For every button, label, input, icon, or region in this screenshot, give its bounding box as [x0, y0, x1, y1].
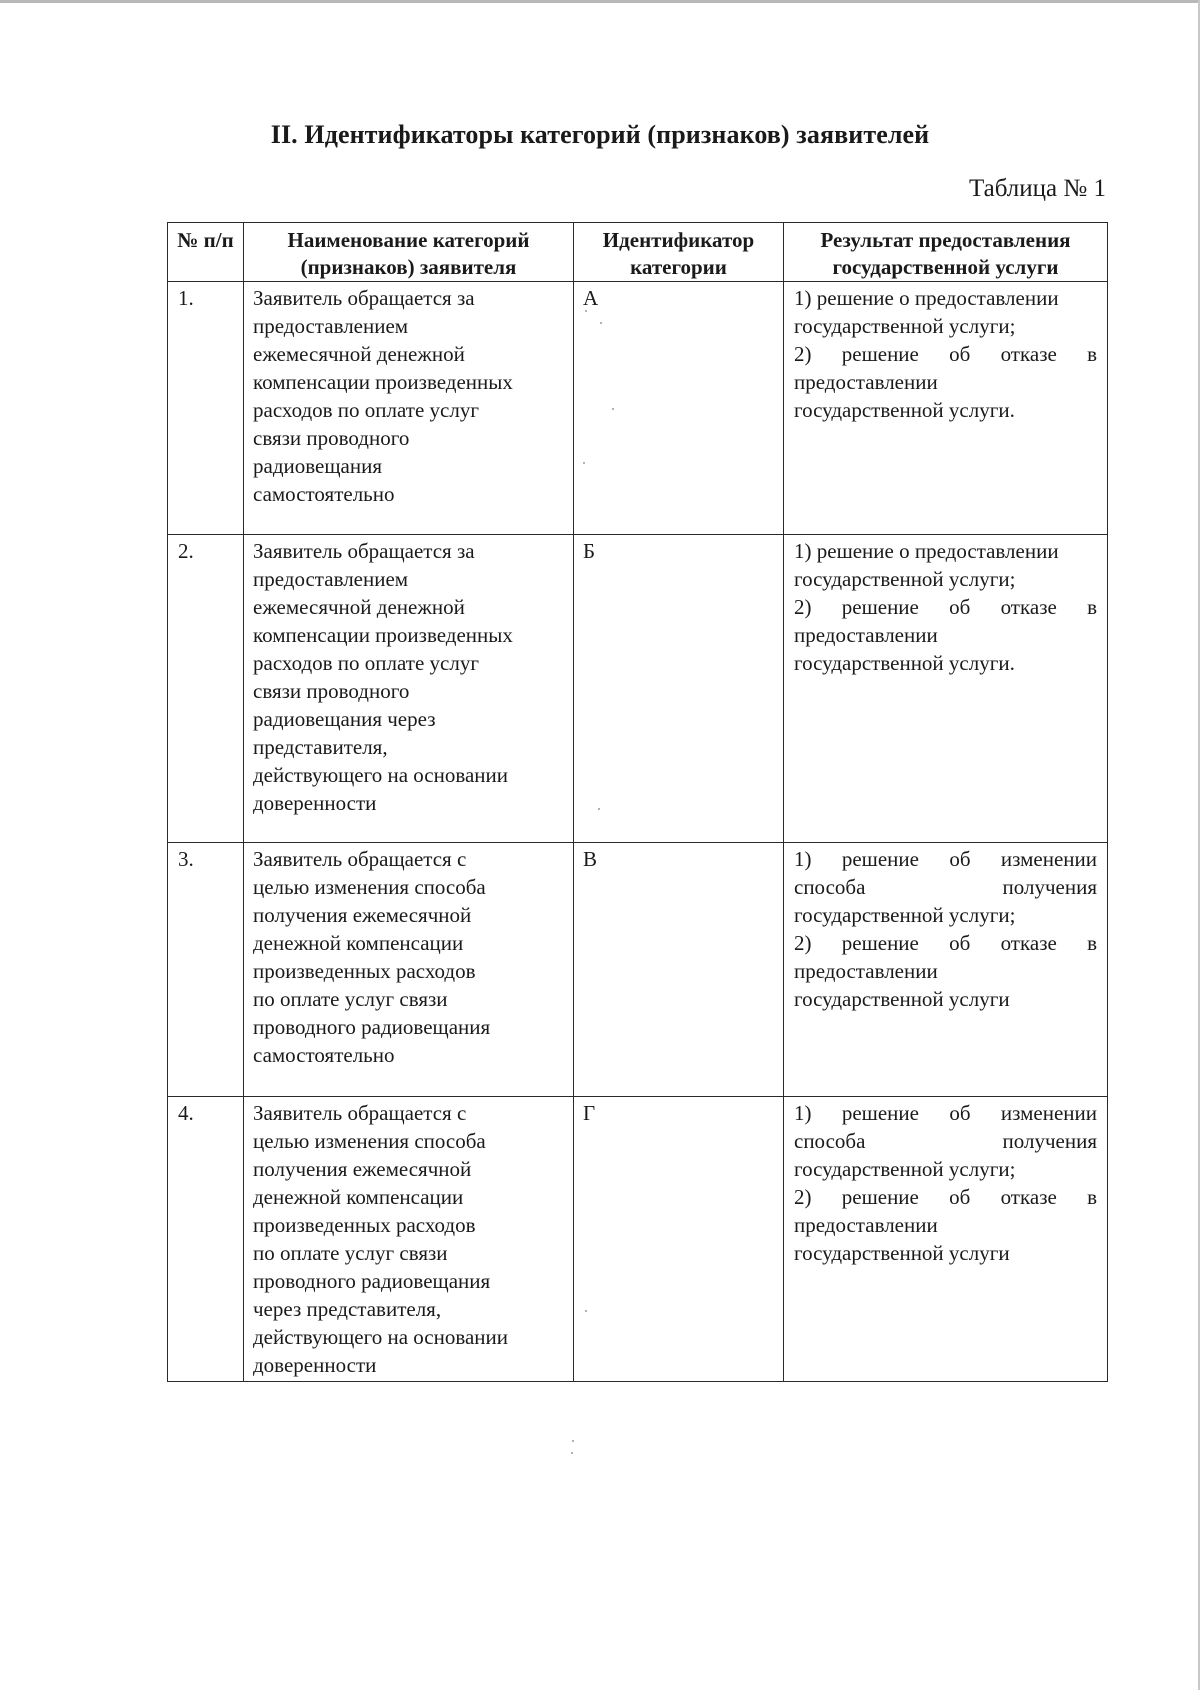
- category-name-line: радиовещания через: [253, 707, 436, 731]
- page-title: II. Идентификаторы категорий (признаков) заявителей: [270, 120, 930, 149]
- header-name: Наименование категорий (признаков) заявителя: [244, 223, 574, 282]
- category-name-line: связи проводного: [253, 679, 410, 703]
- category-name-line: денежной компенсации: [253, 1185, 464, 1209]
- result-line: государственной услуги: [794, 1241, 1010, 1265]
- result-line: государственной услуги;: [794, 1157, 1016, 1181]
- result-line: государственной услуги;: [794, 567, 1016, 591]
- category-name-line: через представителя,: [253, 1297, 442, 1321]
- result-line: государственной услуги.: [794, 398, 1015, 422]
- result-line: 1) решение об изменении: [794, 1101, 1097, 1125]
- service-result: [784, 535, 1108, 843]
- header-id: Идентификатор категории: [574, 223, 784, 282]
- category-name-line: доверенности: [253, 791, 377, 815]
- category-name: [244, 535, 574, 843]
- category-name-line: денежной компенсации: [253, 931, 464, 955]
- result-line: предоставлении: [794, 1213, 938, 1237]
- table-header-row: [168, 223, 1108, 282]
- category-name-line: проводного радиовещания: [253, 1015, 491, 1039]
- header-result: Результат предоставления государственной услуги: [784, 223, 1108, 282]
- result-line: 2) решение об отказе в: [794, 342, 1097, 366]
- category-name-line: действующего на основании: [253, 763, 509, 787]
- category-name-line: связи проводного: [253, 426, 410, 450]
- scan-speck: [572, 1440, 574, 1442]
- category-name-line: Заявитель обращается за: [253, 286, 475, 310]
- result-line: 1) решение о предоставлении: [794, 286, 1059, 310]
- category-name-line: произведенных расходов: [253, 1213, 476, 1237]
- category-name: [244, 843, 574, 1097]
- category-name: [244, 282, 574, 535]
- category-name-line: расходов по оплате услуг: [253, 651, 479, 675]
- table-row: [168, 1097, 1108, 1382]
- result-line: государственной услуги;: [794, 314, 1016, 338]
- category-name-line: ежемесячной денежной: [253, 342, 465, 366]
- service-result: [784, 282, 1108, 535]
- category-name-line: по оплате услуг связи: [253, 1241, 448, 1265]
- category-name-line: ежемесячной денежной: [253, 595, 465, 619]
- category-name-line: самостоятельно: [253, 1043, 395, 1067]
- category-name: [244, 1097, 574, 1382]
- table-label: Таблица № 1: [968, 175, 1106, 202]
- category-name-line: доверенности: [253, 1353, 377, 1377]
- category-name-line: целью изменения способа: [253, 1129, 486, 1153]
- category-name-line: произведенных расходов: [253, 959, 476, 983]
- category-identifier: Б: [574, 535, 784, 843]
- category-name-line: компенсации произведенных: [253, 623, 513, 647]
- category-identifier: А: [574, 282, 784, 535]
- result-line: предоставлении: [794, 623, 938, 647]
- category-name-line: представителя,: [253, 735, 388, 759]
- header-num: № п/п: [168, 223, 244, 282]
- result-line: государственной услуги.: [794, 651, 1015, 675]
- result-line: 2) решение об отказе в: [794, 595, 1097, 619]
- result-line: 1) решение о предоставлении: [794, 539, 1059, 563]
- service-result: [784, 1097, 1108, 1382]
- result-line: 1) решение об изменении: [794, 847, 1097, 871]
- category-name-line: радиовещания: [253, 454, 382, 478]
- scan-speck: [600, 322, 602, 324]
- category-name-line: действующего на основании: [253, 1325, 509, 1349]
- service-result: [784, 843, 1108, 1097]
- scan-speck: [612, 408, 614, 410]
- category-name-line: компенсации произведенных: [253, 370, 513, 394]
- result-line: предоставлении: [794, 959, 938, 983]
- category-name-line: Заявитель обращается за: [253, 539, 475, 563]
- table-row: [168, 282, 1108, 535]
- category-name-line: получения ежемесячной: [253, 1157, 472, 1181]
- category-name-line: по оплате услуг связи: [253, 987, 448, 1011]
- scan-edge: [0, 0, 1200, 3]
- result-line: 2) решение об отказе в: [794, 931, 1097, 955]
- result-line: государственной услуги;: [794, 903, 1016, 927]
- result-line: государственной услуги: [794, 987, 1010, 1011]
- category-name-line: предоставлением: [253, 567, 409, 591]
- row-number: 3.: [168, 843, 244, 1097]
- row-number: 2.: [168, 535, 244, 843]
- result-line: предоставлении: [794, 370, 938, 394]
- scan-speck: [585, 1310, 587, 1312]
- scan-speck: [571, 1452, 573, 1454]
- scan-speck: [585, 310, 587, 312]
- categories-table: [167, 222, 1108, 1382]
- category-name-line: получения ежемесячной: [253, 903, 472, 927]
- result-line: способа получения: [794, 1129, 1097, 1153]
- category-name-line: целью изменения способа: [253, 875, 486, 899]
- category-name-line: предоставлением: [253, 314, 409, 338]
- result-line: 2) решение об отказе в: [794, 1185, 1097, 1209]
- category-identifier: В: [574, 843, 784, 1097]
- category-name-line: Заявитель обращается с: [253, 847, 467, 871]
- category-name-line: расходов по оплате услуг: [253, 398, 479, 422]
- category-name-line: проводного радиовещания: [253, 1269, 491, 1293]
- table-row: [168, 843, 1108, 1097]
- category-name-line: Заявитель обращается с: [253, 1101, 467, 1125]
- category-identifier: Г: [574, 1097, 784, 1382]
- result-line: способа получения: [794, 875, 1097, 899]
- table-row: [168, 535, 1108, 843]
- category-name-line: самостоятельно: [253, 482, 395, 506]
- row-number: 4.: [168, 1097, 244, 1382]
- scan-speck: [583, 462, 585, 464]
- row-number: 1.: [168, 282, 244, 535]
- scan-speck: [598, 808, 600, 810]
